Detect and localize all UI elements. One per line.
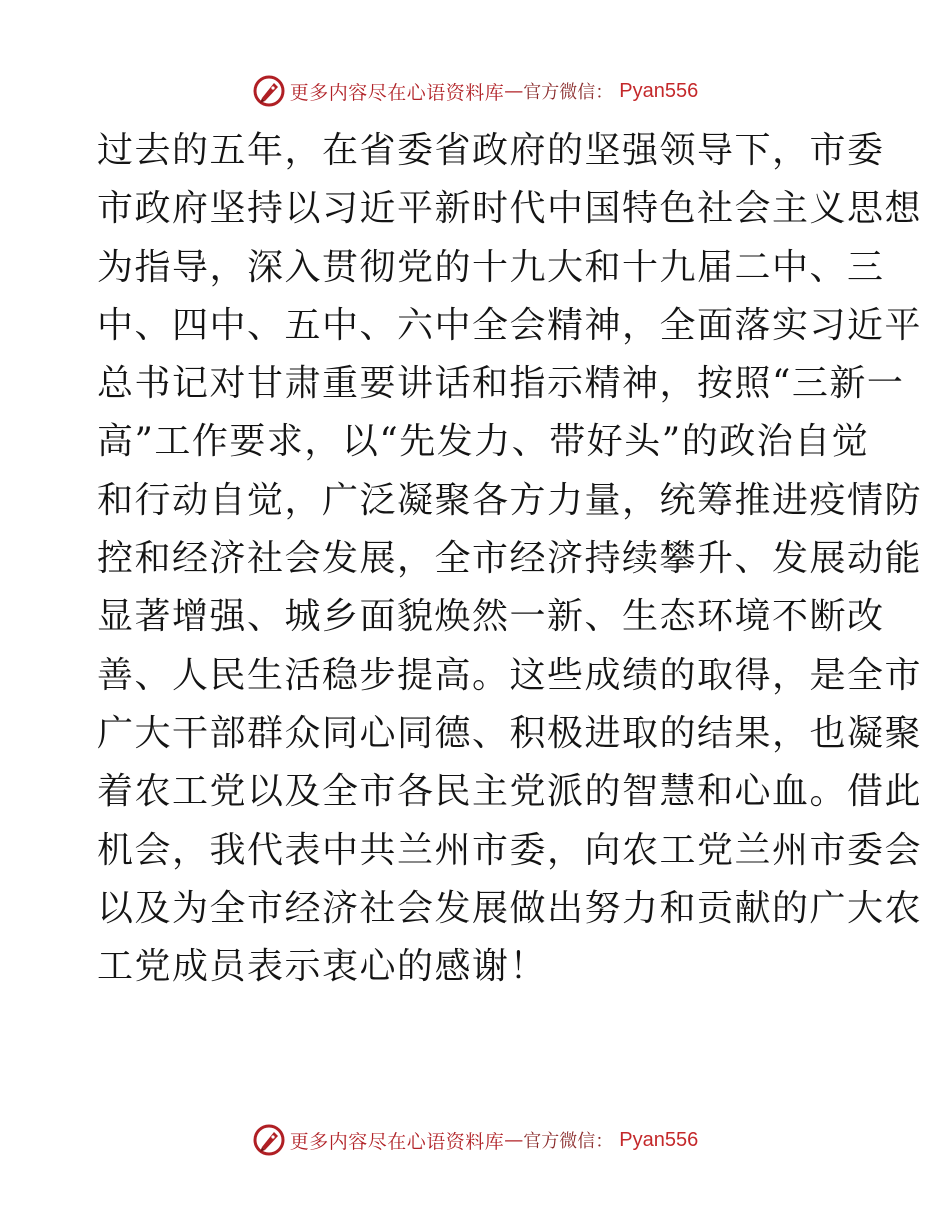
- pen-nib-logo-icon: [252, 1123, 286, 1157]
- paragraph-line: 广大干部群众同心同德、积极进取的结果，也凝聚: [97, 712, 923, 754]
- pen-nib-logo-icon: [252, 74, 286, 108]
- watermark-main-text: 更多内容尽在心语资料库: [289, 1130, 505, 1153]
- watermark-official-label: 官方微信：: [523, 1131, 614, 1152]
- paragraph-line: 中、四中、五中、六中全会精神，全面落实习近平: [97, 304, 923, 346]
- watermark-separator: —: [504, 1129, 524, 1151]
- paragraph-line: 过去的五年，在省委省政府的坚强领导下，市委: [97, 130, 885, 171]
- watermark-official-label: 官方微信：: [523, 82, 614, 103]
- paragraph-line: 善、人民生活稳步提高。这些成绩的取得，是全市: [97, 654, 923, 696]
- paragraph-line: 和行动自觉，广泛凝聚各方力量，统筹推进疫情防: [97, 479, 923, 521]
- paragraph-line: 控和经济社会发展，全市经济持续攀升、发展动能: [97, 538, 923, 580]
- watermark-separator: —: [504, 80, 524, 102]
- paragraph-line: 以及为全市经济社会发展做出努力和贡献的广大农: [97, 887, 923, 929]
- paragraph-line: 机会，我代表中共兰州市委，向农工党兰州市委会: [97, 829, 923, 871]
- document-paragraph: [97, 122, 923, 996]
- paragraph-line: 工党成员表示衷心的感谢！: [97, 946, 548, 988]
- paragraph-line: 总书记对甘肃重要讲话和指示精神，按照“三新一: [97, 363, 905, 405]
- paragraph-line: 高”工作要求，以“先发力、带好头”的政治自觉: [97, 421, 870, 463]
- paragraph-line: 着农工党以及全市各民主党派的智慧和心血。借此: [97, 771, 923, 813]
- watermark-handle: Pyan556: [619, 1128, 699, 1151]
- paragraph-line: 显著增强、城乡面貌焕然一新、生态环境不断改: [97, 596, 885, 638]
- footer-watermark: [0, 1120, 950, 1160]
- paragraph-line: 市政府坚持以习近平新时代中国特色社会主义思想: [97, 188, 923, 230]
- header-watermark: [0, 71, 950, 111]
- watermark-handle: Pyan556: [619, 79, 699, 102]
- watermark-main-text: 更多内容尽在心语资料库: [289, 81, 505, 104]
- paragraph-line: 为指导，深入贯彻党的十九大和十九届二中、三: [97, 246, 885, 288]
